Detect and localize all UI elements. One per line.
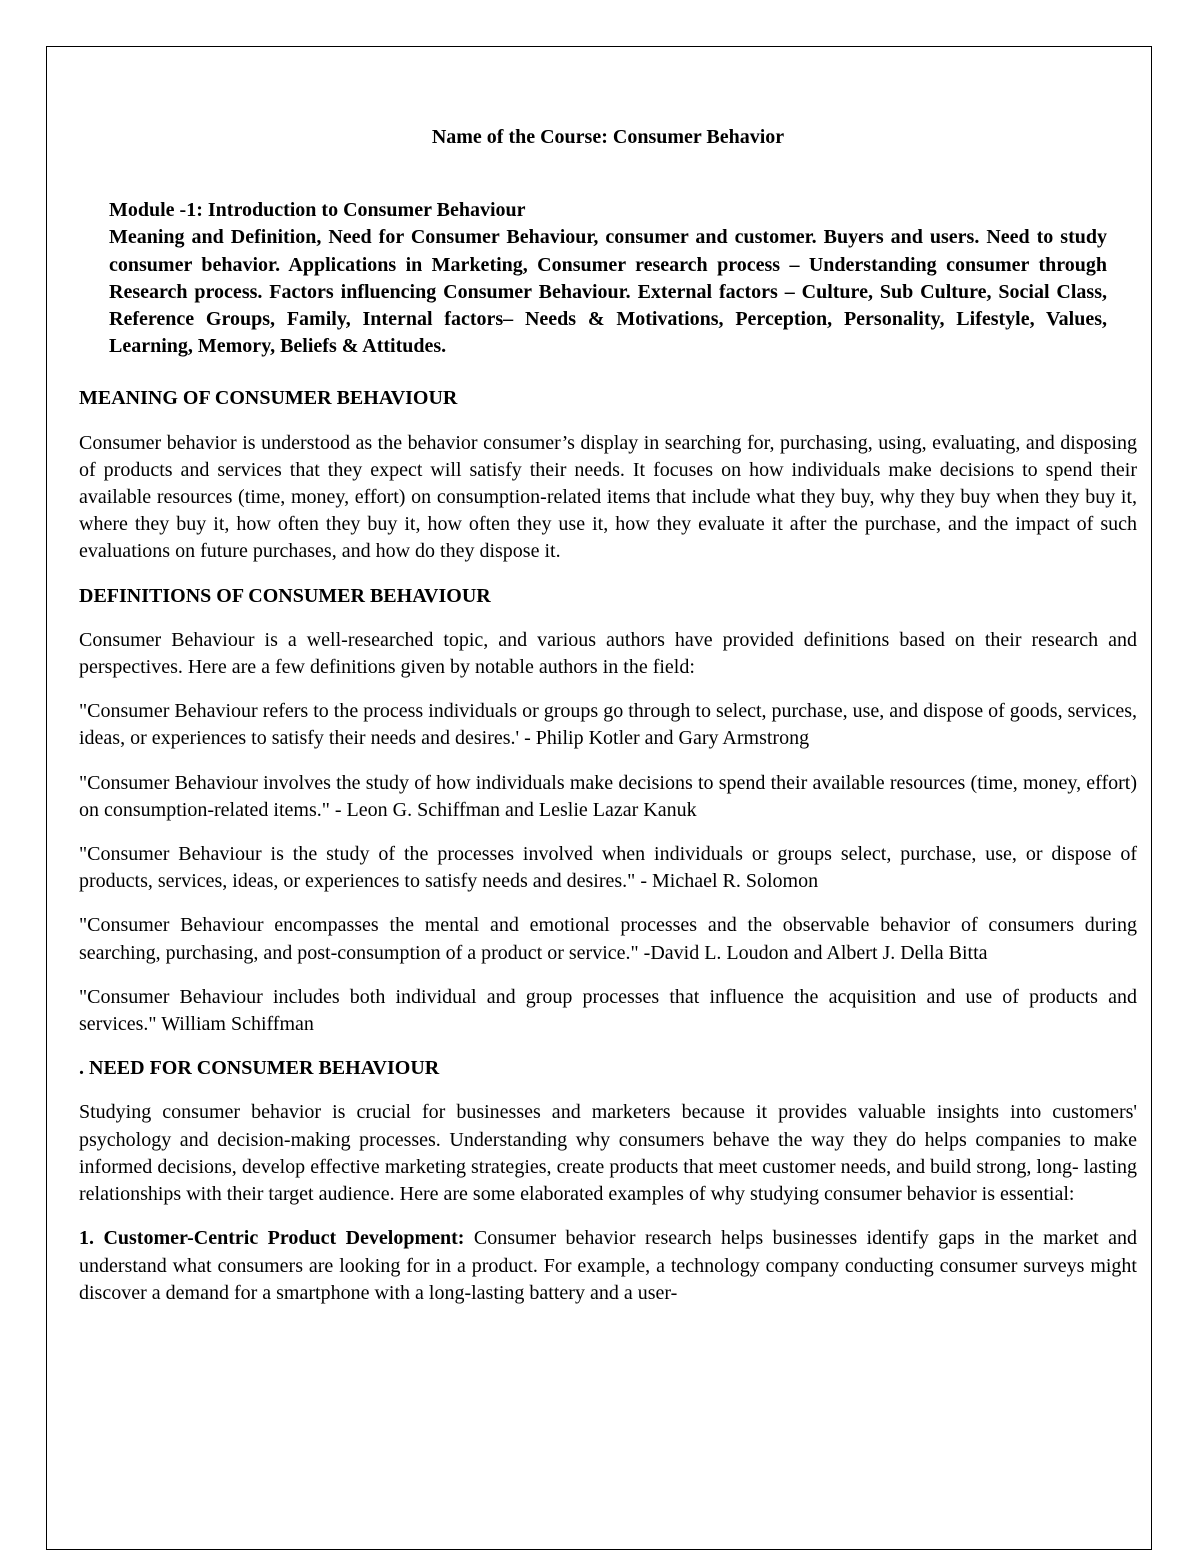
definition-item: "Consumer Behaviour includes both individual and group processes that influence the acquisition and use of products and services." William Schiffman [79,985,1137,1036]
definitions-intro: Consumer Behaviour is a well-researched topic, and various authors have provided definitions based on their research and perspectives. Here are a few definitions given by notable authors in the field: [79,628,1137,679]
need-heading: . NEED FOR CONSUMER BEHAVIOUR [79,1057,440,1080]
meaning-paragraph: Consumer behavior is understood as the behavior consumer’s display in searching for, purchasing, using, evaluating, and disposing of products and services that they expect will satisfy their needs. It focuses on how individuals make decisions to spend their available resources (time, money, effort) on consumption-related items that include what they buy, why they buy when they buy it, where they buy it, how often they buy it, how often they use it, how they evaluate it after the purchase, and the impact of such evaluations on future purchases, and how do they dispose it. [79,431,1137,563]
module-block [109,197,1107,360]
need-point-1-text: Consumer behavior research helps businesses identify gaps in the market and understand what consumers are looking for in a product. For example, a technology company conducting consumer surveys might discover a demand for a smartphone with a long-lasting battery and a user- [79,1227,1137,1304]
document-body [79,124,1137,1307]
need-paragraph: Studying consumer behavior is crucial for businesses and marketers because it provides valuable insights into customers' psychology and decision-making processes. Understanding why consumers behave the way they do helps companies to make informed decisions, develop effective marketing strategies, create products that meet customer needs, and build strong, long- lasting relationships with their target audience. Here are some elaborated examples of why studying consumer behavior is essential: [79,1101,1137,1206]
definitions-heading: DEFINITIONS OF CONSUMER BEHAVIOUR [79,584,491,607]
module-title: Module -1: Introduction to Consumer Behaviour [109,199,526,222]
need-point-1-label: 1. Customer-Centric Product Development: [79,1227,465,1250]
meaning-heading: MEANING OF CONSUMER BEHAVIOUR [79,387,458,410]
course-title: Name of the Course: Consumer Behavior [431,126,785,148]
module-topics: Meaning and Definition, Need for Consumer Behaviour, consumer and customer. Buyers and users. Need to study consumer behavior. Applications in Marketing, Consumer research process – Understanding consumer through Research process. Factors influencing Consumer Behaviour. External factors – Culture, Sub Culture, Social Class, Reference Groups, Family, Internal factors– Needs & Motivations, Perception, Personality, Lifestyle, Values, Learning, Memory, Beliefs & Attitudes. [109,226,1107,358]
need-point-1 [79,1225,1137,1307]
definition-item: "Consumer Behaviour encompasses the mental and emotional processes and the observable behavior of consumers during searching, purchasing, and post-consumption of a product or service." -David L. Loudon and Albert J. Della Bitta [79,914,1137,964]
definition-item: "Consumer Behaviour is the study of the processes involved when individuals or groups select, purchase, use, or dispose of products, services, ideas, or experiences to satisfy needs and desires." - Michael R. Solomon [79,843,1137,893]
definition-item: "Consumer Behaviour involves the study of how individuals make decisions to spend their available resources (time, money, effort) on consumption-related items." - Leon G. Schiffman and Leslie Lazar Kanuk [79,771,1137,821]
definition-item: "Consumer Behaviour refers to the process individuals or groups go through to select, purchase, use, and dispose of goods, services, ideas, or experiences to satisfy their needs and desires.' - Philip Kotler and Gary Armstrong [79,700,1137,750]
